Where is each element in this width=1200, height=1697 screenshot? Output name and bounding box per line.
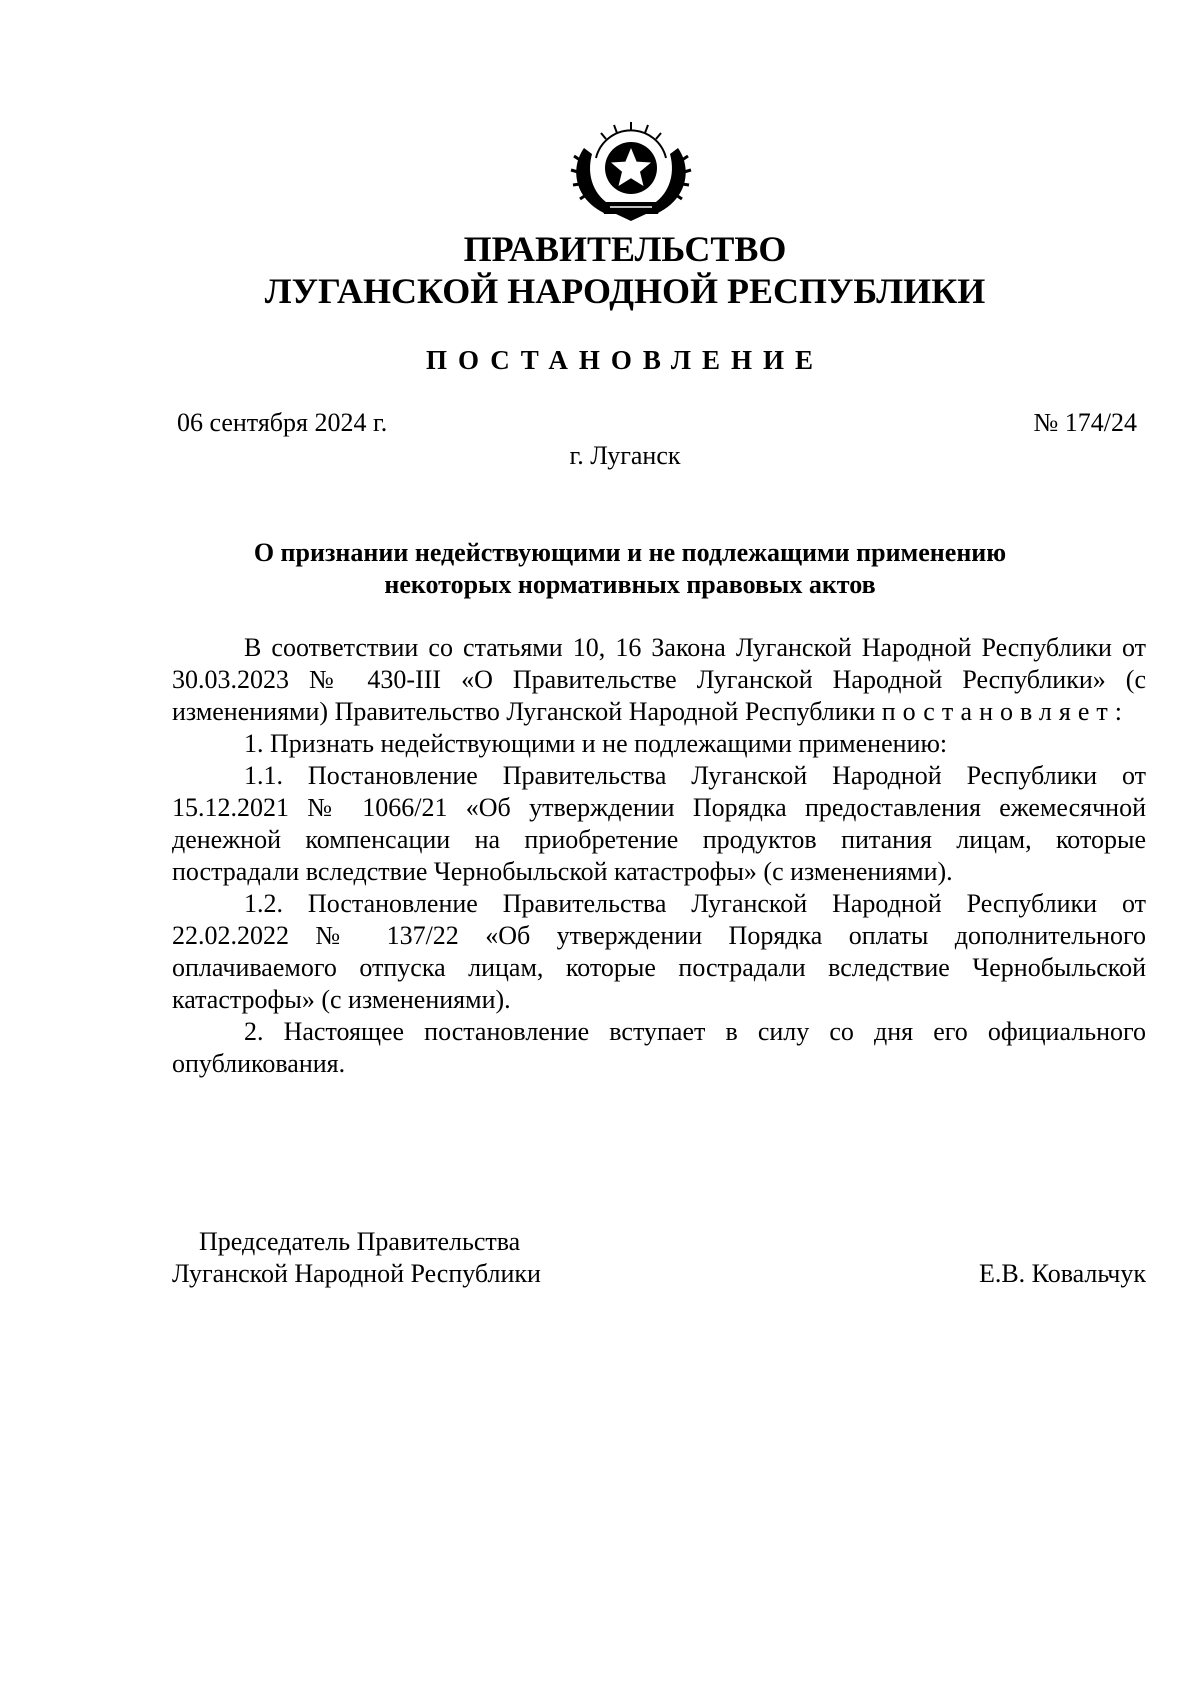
item-1-1-paragraph: 1.1. Постановление Правительства Луганской Народной Республики от 15.12.2021 № 1066/21 «Об утверждении Порядка предоставления ежемесячной денежной компенсации на приобретение продуктов питания лицам, которые пострадали вследствие Чернобыльской катастрофы» (с изменениями). xyxy=(172,761,1146,886)
preamble-text: В соответствии со статьями 10, 16 Закона Луганской Народной Республики от 30.03.2023 № 430-III «О Правительстве Луганской Народной Республики» (с изменениями) Правительство Луганской Народной Республики xyxy=(172,633,1146,726)
decrees-word: постановляет: xyxy=(881,697,1129,726)
item-2-paragraph: 2. Настоящее постановление вступает в силу со дня его официального опубликования. xyxy=(172,1017,1146,1078)
item-1-paragraph: 1. Признать недействующими и не подлежащими применению: xyxy=(244,729,948,758)
document-number: № 174/24 xyxy=(1033,408,1137,437)
document-city: г. Луганск xyxy=(569,441,681,470)
item-1-2-paragraph: 1.2. Постановление Правительства Луганской Народной Республики от 22.02.2022 № 137/22 «Об утверждении Порядка оплаты дополнительного оплачиваемого отпуска лицам, которые пострадали вследствие Чернобыльской катастрофы» (с изменениями). xyxy=(172,889,1146,1014)
signatory-title xyxy=(172,1226,541,1290)
organization-name-line2: ЛУГАНСКОЙ НАРОДНОЙ РЕСПУБЛИКИ xyxy=(264,271,986,311)
organization-name xyxy=(150,228,1100,312)
signatory-name: Е.В. Ковальчук xyxy=(978,1259,1146,1288)
document-body xyxy=(172,632,1146,1080)
preamble-paragraph xyxy=(172,632,1146,728)
document-type: ПОСТАНОВЛЕНИЕ xyxy=(425,345,825,375)
signatory-title-line1: Председатель Правительства xyxy=(199,1227,521,1256)
subject-line1: О признании недействующими и не подлежащими применению xyxy=(253,538,1007,567)
subject-line2: некоторых нормативных правовых актов xyxy=(384,570,876,599)
document-subject xyxy=(160,537,1100,601)
document-date: 06 сентября 2024 г. xyxy=(177,408,388,437)
signatory-title-line2: Луганской Народной Республики xyxy=(172,1259,541,1288)
coat-of-arms-icon xyxy=(566,118,696,223)
organization-name-line1: ПРАВИТЕЛЬСТВО xyxy=(463,229,787,269)
